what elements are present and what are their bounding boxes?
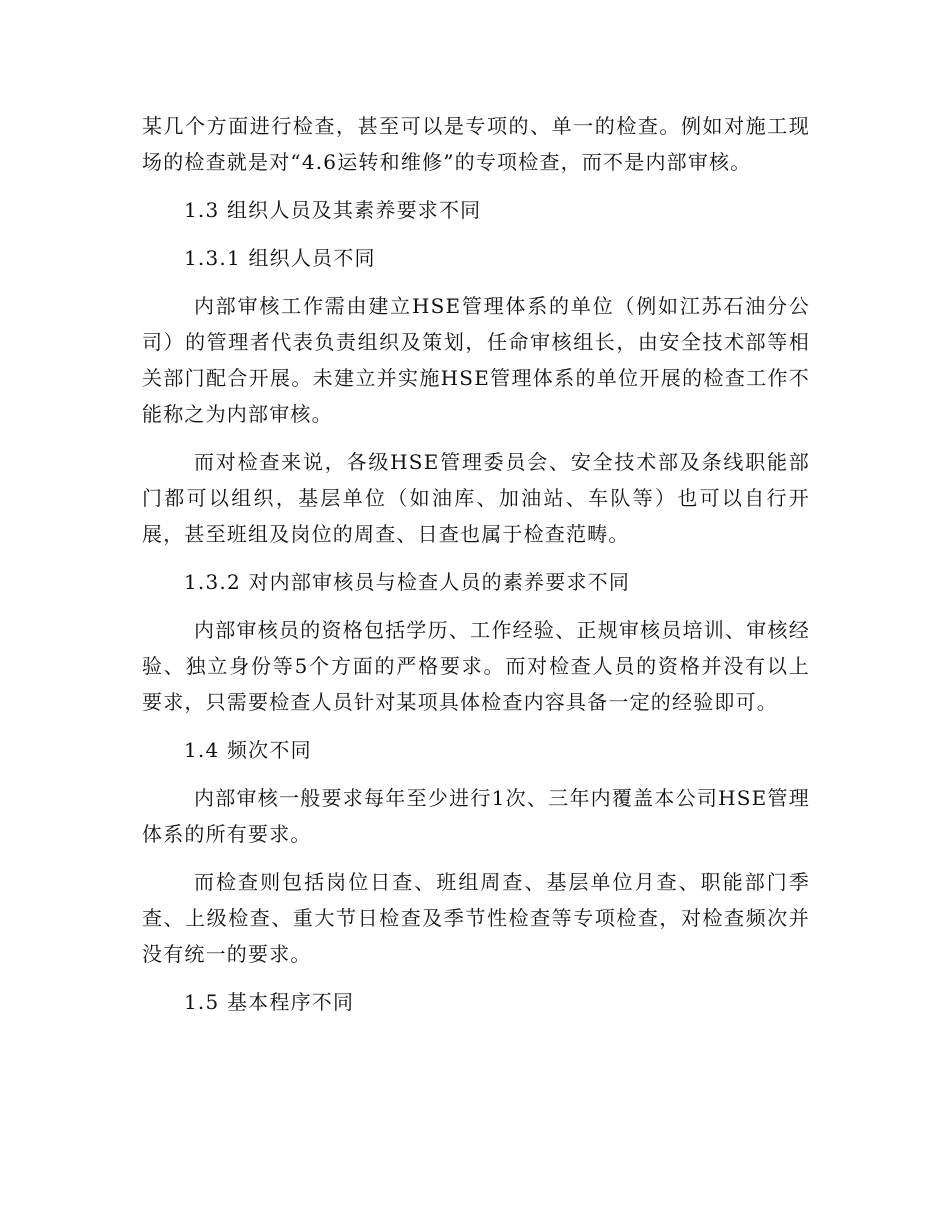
paragraph-auditor-qualifications: 内部审核员的资格包括学历、工作经验、正规审核员培训、审核经验、独立身份等5个方面的严格要求。而对检查人员的资格并没有以上要求，只需要检查人员针对某项具体检查内容具备一定的经验即可。 [142, 618, 810, 714]
heading-1-3-2: 1.3.2 对内部审核员与检查人员的素养要求不同 [184, 570, 631, 594]
heading-1-5: 1.5 基本程序不同 [184, 990, 355, 1014]
paragraph-inspection-frequency: 而检查则包括岗位日查、班组周查、基层单位月查、职能部门季查、上级检查、重大节日检查及季节性检查等专项检查，对检查频次并没有统一的要求。 [142, 870, 810, 966]
paragraph-inspection-organizer: 而对检查来说，各级HSE管理委员会、安全技术部及条线职能部门都可以组织，基层单位（如油库、加油站、车队等）也可以自行开展，甚至班组及岗位的周查、日查也属于检查范畴。 [142, 450, 810, 546]
heading-1-3-1: 1.3.1 组织人员不同 [184, 246, 376, 270]
paragraph-audit-frequency: 内部审核一般要求每年至少进行1次、三年内覆盖本公司HSE管理体系的所有要求。 [142, 786, 810, 846]
paragraph-internal-audit-organizer: 内部审核工作需由建立HSE管理体系的单位（例如江苏石油分公司）的管理者代表负责组织及策划，任命审核组长，由安全技术部等相关部门配合开展。未建立并实施HSE管理体系的单位开展的检查工作不能称之为内部审核。 [142, 294, 810, 426]
paragraph-intro: 某几个方面进行检查，甚至可以是专项的、单一的检查。例如对施工现场的检查就是对“4.6运转和维修”的专项检查，而不是内部审核。 [142, 114, 810, 174]
heading-1-3: 1.3 组织人员及其素养要求不同 [184, 198, 482, 222]
document-body [142, 108, 810, 1020]
heading-1-4: 1.4 频次不同 [184, 738, 312, 762]
